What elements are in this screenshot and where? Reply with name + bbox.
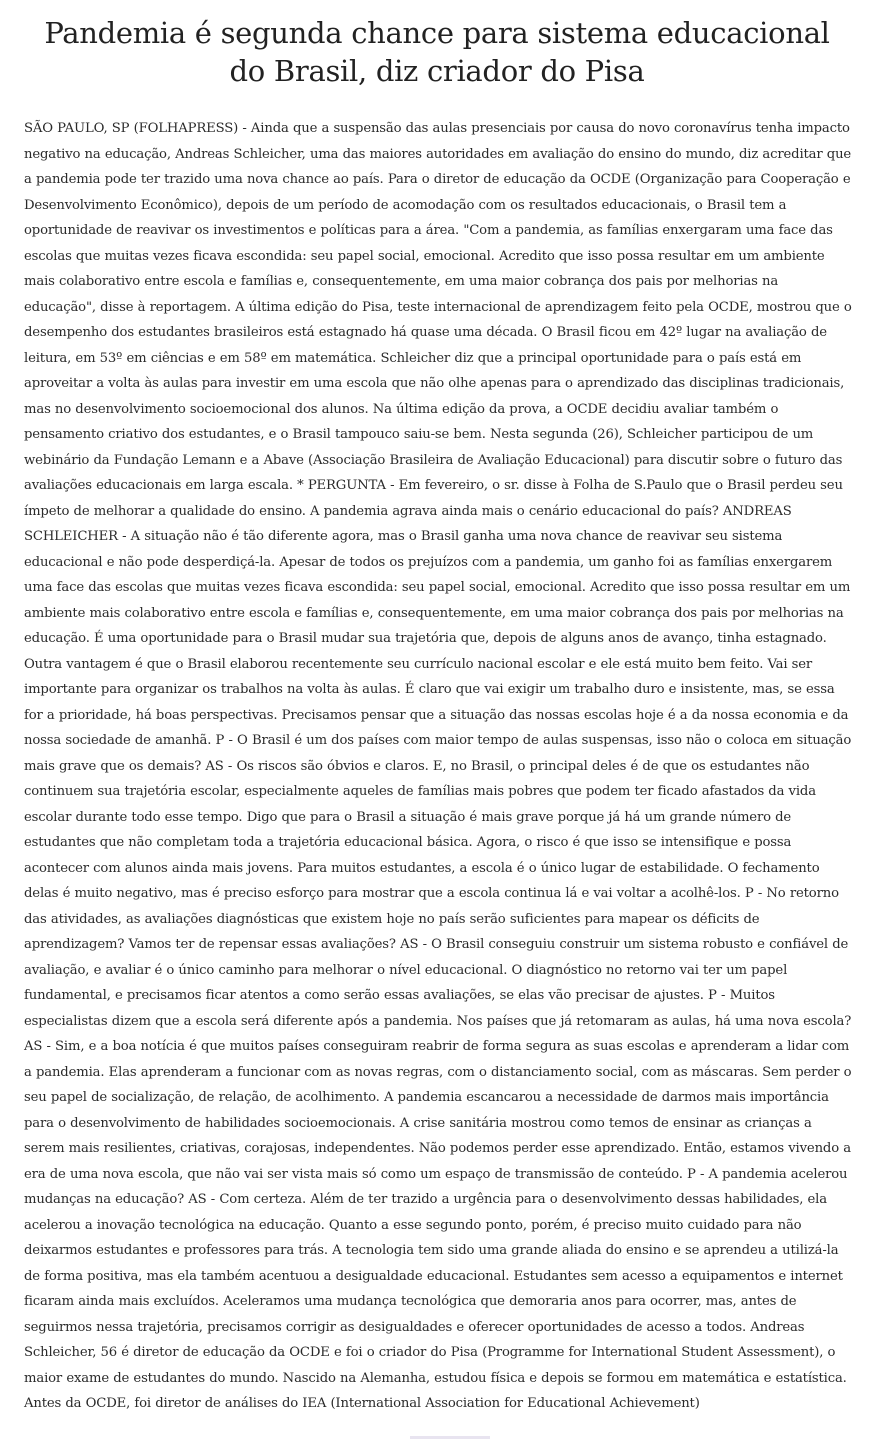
article-body: SÃO PAULO, SP (FOLHAPRESS) - Ainda que a suspensão das aulas presenciais por causa do novo coronavírus tenha impacto negativo na educação, Andreas Schleicher, uma das maiores autoridades em avaliação do ensino do mundo, diz acreditar que a pandemia pode ter trazido uma nova chance ao país. Para o diretor de educação da OCDE (Organização para Cooperação e Desenvolvimento Econômico), depois de um período de acomodação com os resultados educacionais, o Brasil tem a oportunidade de reavivar os investimentos e políticas para a área. "Com a pandemia, as famílias enxergaram uma face das escolas que muitas vezes ficava escondida: seu papel social, emocional. Acredito que isso possa resultar em um ambiente mais colaborativo entre escola e famílias e, consequentemente, em uma maior cobrança dos pais por melhorias na educação", disse à reportagem. A última edição do Pisa, teste internacional de aprendizagem feito pela OCDE, mostrou que o desempenho dos estudantes brasileiros está estagnado há quase uma década. O Brasil ficou em 42º lugar na avaliação de leitura, em 53º em ciências e em 58º em matemática. Schleicher diz que a principal oportunidade para o país está em aproveitar a volta às aulas para investir em uma escola que não olhe apenas para o aprendizado das disciplinas tradicionais, mas no desenvolvimento socioemocional dos alunos. Na última edição da prova, a OCDE decidiu avaliar também o pensamento criativo dos estudantes, e o Brasil tampouco saiu-se bem. Nesta segunda (26), Schleicher participou de um webinário da Fundação Lemann e a Abave (Associação Brasileira de Avaliação Educacional) para discutir sobre o futuro das avaliações educacionais em larga escala. * PERGUNTA - Em fevereiro, o sr. disse à Folha de S.Paulo que o Brasil perdeu seu ímpeto de melhorar a qualidade do ensino. A pandemia agrava ainda mais o cenário educacional do país? ANDREAS SCHLEICHER - A situação não é tão diferente agora, mas o Brasil ganha uma nova chance de reavivar seu sistema educacional e não pode desperdiçá-la. Apesar de todos os prejuízos com a pandemia, um ganho foi as famílias enxergarem uma face das escolas que muitas vezes ficava escondida: seu papel social, emocional. Acredito que isso possa resultar em um ambiente mais colaborativo entre escola e famílias e, consequentemente, em uma maior cobrança dos pais por melhorias na educação. É uma oportunidade para o Brasil mudar sua trajetória que, depois de alguns anos de avanço, tinha estagnado. Outra vantagem é que o Brasil elaborou recentemente seu currículo nacional escolar e ele está muito bem feito. Vai ser importante para organizar os trabalhos na volta às aulas. É claro que vai exigir um trabalho duro e insistente, mas, se essa for a prioridade, há boas perspectivas. Precisamos pensar que a situação das nossas escolas hoje é a da nossa economia e da nossa sociedade de amanhã. P - O Brasil é um dos países com maior tempo de aulas suspensas, isso não o coloca em situação mais grave que os demais? AS - Os riscos são óbvios e claros. E, no Brasil, o principal deles é de que os estudantes não continuem sua trajetória escolar, especialmente aqueles de famílias mais pobres que podem ter ficado afastados da vida escolar durante todo esse tempo. Digo que para o Brasil a situação é mais grave porque já há um grande número de estudantes que não completam toda a trajetória educacional básica. Agora, o risco é que isso se intensifique e possa acontecer com alunos ainda mais jovens. Para muitos estudantes, a escola é o único lugar de estabilidade. O fechamento delas é muito negativo, mas é preciso esforço para mostrar que a escola continua lá e vai voltar a acolhê-los. P - No retorno das atividades, as avaliações diagnósticas que existem hoje no país serão suficientes para mapear os déficits de aprendizagem? Vamos ter de repensar essas avaliações? AS - O Brasil conseguiu construir um sistema robusto e confiável de avaliação, e avaliar é o único caminho para melhorar o nível educacional. O diagnóstico no retorno vai ter um papel fundamental, e precisamos ficar atentos a como serão essas avaliações, se elas vão precisar de ajustes. P - Muitos especialistas dizem que a escola será diferente após a pandemia. Nos países que já retomaram as aulas, há uma nova escola? AS - Sim, e a boa notícia é que muitos países conseguiram reabrir de forma segura as suas escolas e aprenderam a lidar com a pandemia. Elas aprenderam a funcionar com as novas regras, com o distanciamento social, com as máscaras. Sem perder o seu papel de socialização, de relação, de acolhimento. A pandemia escancarou a necessidade de darmos mais importância para o desenvolvimento de habilidades socioemocionais. A crise sanitária mostrou como temos de ensinar as crianças a serem mais resilientes, criativas, corajosas, independentes. Não podemos perder esse aprendizado. Então, estamos vivendo a era de uma nova escola, que não vai ser vista mais só como um espaço de transmissão de conteúdo. P - A pandemia acelerou mudanças na educação? AS - Com certeza. Além de ter trazido a urgência para o desenvolvimento dessas habilidades, ela acelerou a inovação tecnológica na educação. Quanto a esse segundo ponto, porém, é preciso muito cuidado para não deixarmos estudantes e professores para trás. A tecnologia tem sido uma grande aliada do ensino e se aprendeu a utilizá-la de forma positiva, mas ela também acentuou a desigualdade educacional. Estudantes sem acesso a equipamentos e internet ficaram ainda mais excluídos. Aceleramos uma mudança tecnológica que demoraria anos para ocorrer, mas, antes de seguirmos nessa trajetória, precisamos corrigir as desigualdades e oferecer oportunidades de acesso a todos. Andreas Schleicher, 56 é diretor de educação da OCDE e foi o criador do Pisa (Programme for International Student Assessment), o maior exame de estudantes do mundo. Nascido na Alemanha, estudou física e depois se formou em matemática e estatística. Antes da OCDE, foi diretor de análises do IEA (International Association for Educational Achievement) bbox=[24, 121, 852, 1411]
article-title: Pandemia é segunda chance para sistema educacional do Brasil, diz criador do Pisa bbox=[44, 16, 830, 88]
bottom-divider bbox=[410, 1436, 490, 1439]
